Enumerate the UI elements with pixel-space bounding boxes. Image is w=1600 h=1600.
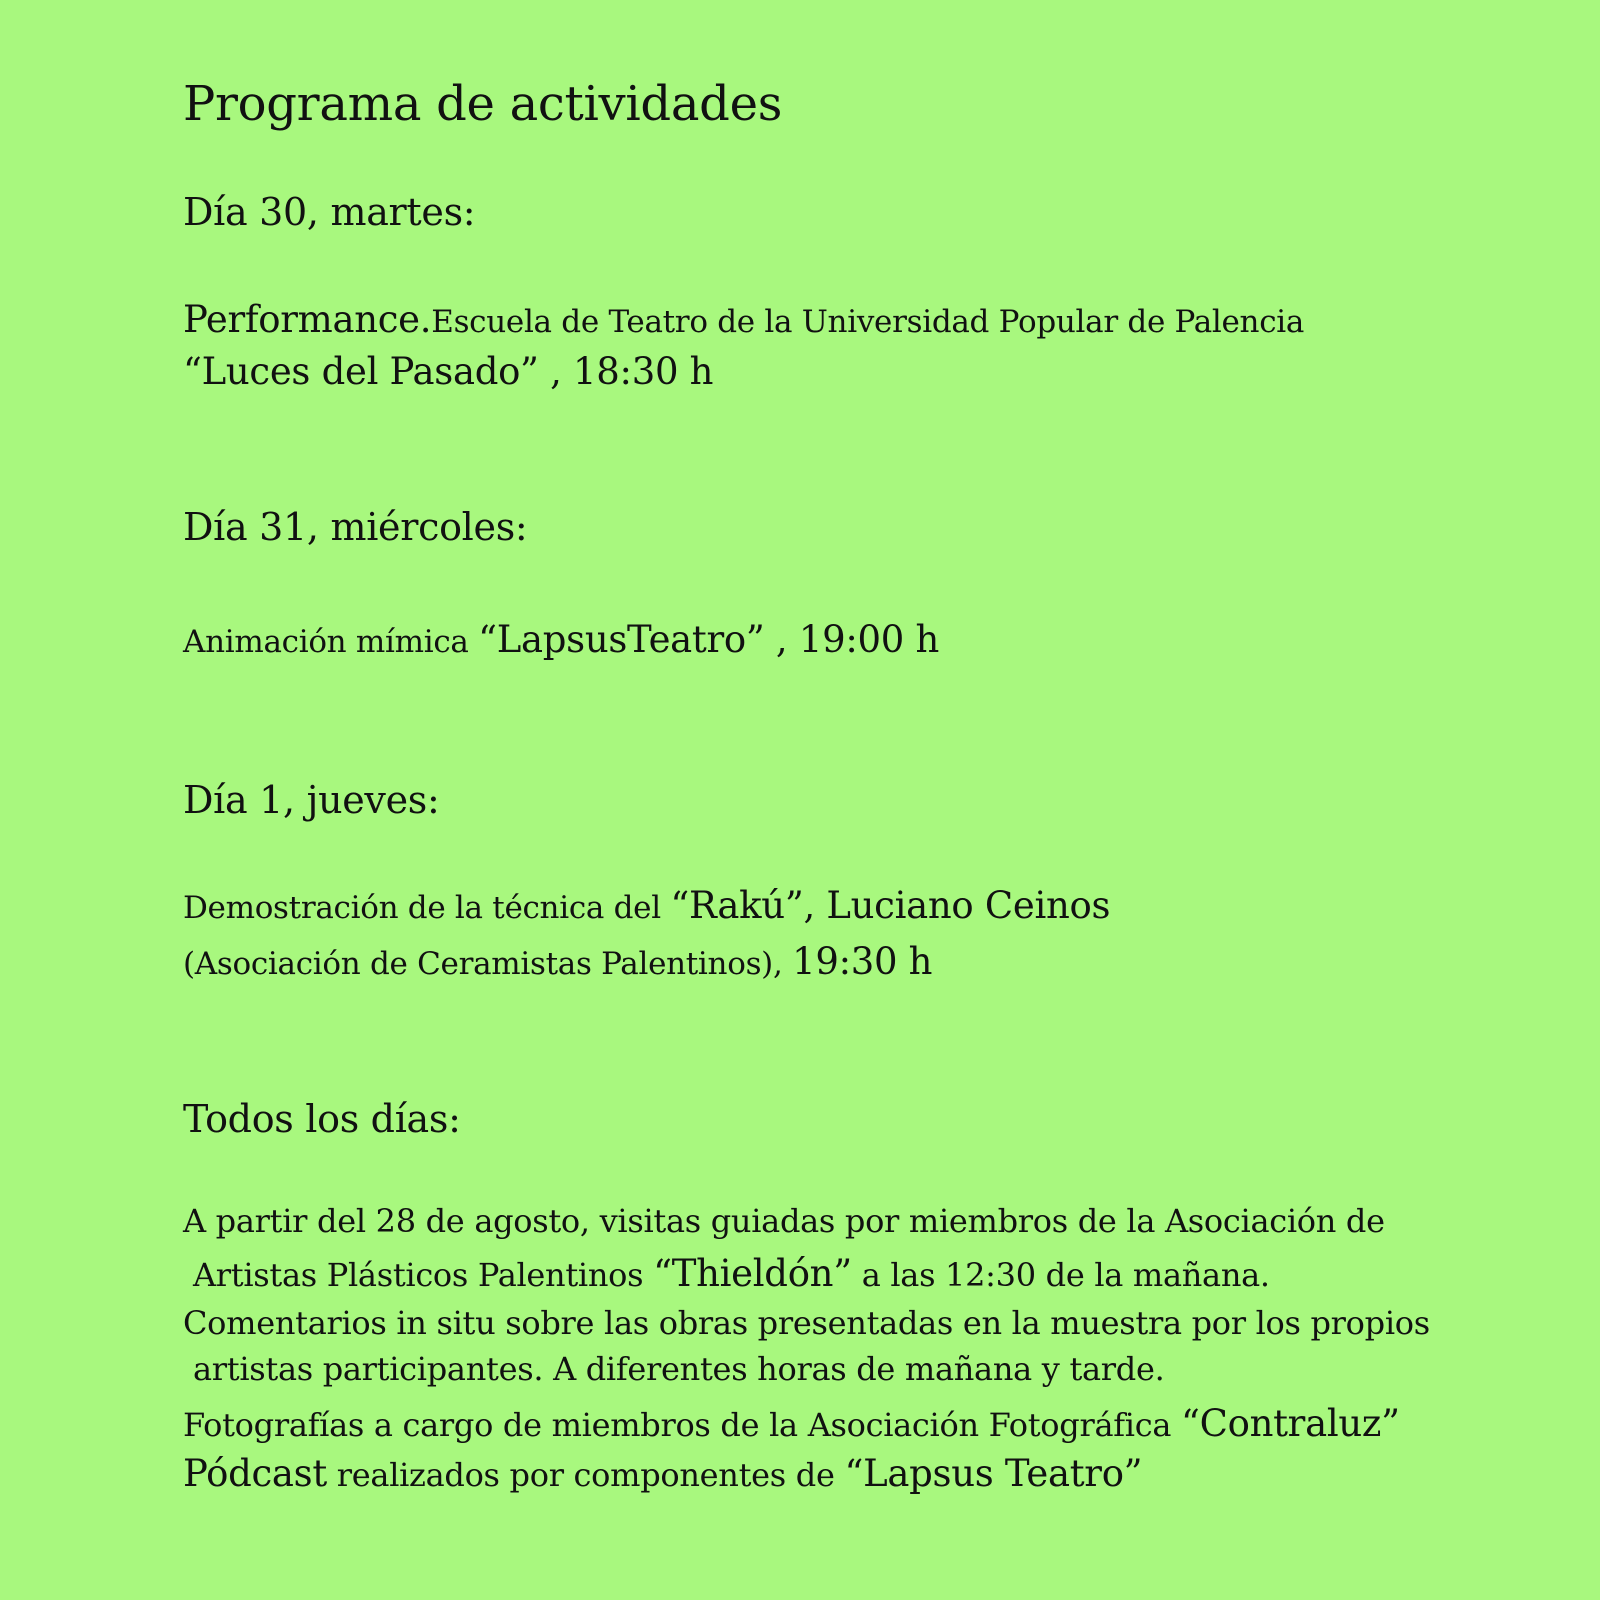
event-type: Demostración de la técnica del [183, 890, 671, 926]
info-line [183, 1402, 1400, 1445]
day-heading-1: Día 1, jueves: [183, 778, 440, 822]
event-line [183, 884, 1110, 927]
info-text: a las 12:30 de la mañana. [851, 1256, 1270, 1294]
info-line [183, 1350, 1164, 1388]
event-type: Animación mímica [183, 624, 479, 660]
info-text: artistas participantes. A diferentes horas de mañana y tarde. [193, 1350, 1165, 1388]
event-type: Performance. [183, 298, 432, 341]
info-text: realizados por componentes de [326, 1456, 845, 1494]
day-heading-30: Día 30, martes: [183, 190, 476, 234]
day-heading-31: Día 31, miércoles: [183, 505, 528, 549]
event-line [183, 298, 1304, 341]
event-title-time: “Luces del Pasado” , 18:30 h [183, 350, 714, 393]
podcast-label: Pódcast [183, 1452, 327, 1495]
page-title: Programa de actividades [183, 76, 783, 132]
association-name: “Contraluz” [1180, 1402, 1400, 1445]
event-line [183, 940, 932, 983]
info-text: Fotografías a cargo de miembros de la Asociación Fotográfica [183, 1406, 1181, 1444]
info-text: A partir del 28 de agosto, visitas guiadas por miembros de la Asociación de [183, 1202, 1385, 1240]
event-title-artist: “Rakú”, Luciano Ceinos [670, 884, 1111, 927]
info-line [183, 1252, 1270, 1295]
association-name: “Lapsus Teatro” [844, 1452, 1143, 1495]
association-name: “Thieldón” [653, 1252, 852, 1295]
info-line [183, 1452, 1142, 1495]
event-organizer: (Asociación de Ceramistas Palentinos), [183, 946, 793, 982]
info-line [183, 1304, 1430, 1342]
event-line [183, 618, 939, 661]
event-organizer: Escuela de Teatro de la Universidad Popular de Palencia [431, 304, 1305, 340]
event-title-time: “LapsusTeatro” , 19:00 h [478, 618, 939, 661]
day-heading-all: Todos los días: [183, 1097, 461, 1141]
event-line [183, 350, 713, 393]
info-text: Artistas Plásticos Palentinos [193, 1256, 654, 1294]
info-text: Comentarios in situ sobre las obras presentadas en la muestra por los propios [183, 1304, 1430, 1342]
event-time: 19:30 h [792, 940, 933, 983]
info-line [183, 1202, 1385, 1240]
